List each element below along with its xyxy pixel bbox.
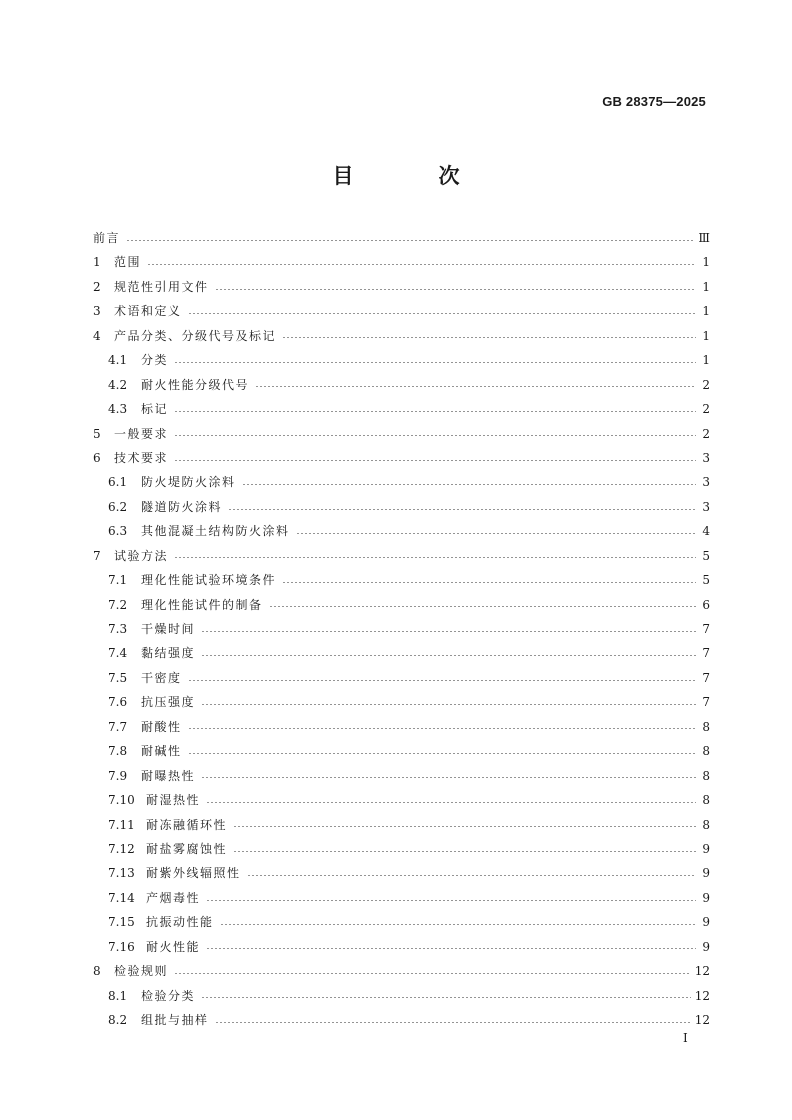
toc-entry-number: 4.2 — [108, 377, 128, 392]
toc-entry-number: 3 — [93, 304, 101, 319]
toc-entry[interactable] — [93, 299, 710, 323]
toc-entry[interactable] — [93, 910, 710, 934]
toc-entry-number: 7.8 — [108, 744, 128, 759]
toc-entry[interactable] — [93, 226, 710, 250]
toc-entry-page: 9 — [702, 866, 710, 881]
toc-entry[interactable] — [93, 373, 710, 397]
toc-entry-page: 7 — [702, 646, 710, 661]
toc-entry-label: 前言 — [93, 231, 121, 245]
toc-entry-number: 6.3 — [108, 524, 128, 539]
toc-entry-label: 耐紫外线辐照性 — [146, 866, 241, 881]
toc-entry-label: 一般要求 — [114, 426, 169, 441]
toc-entry-label: 产品分类、分级代号及标记 — [114, 328, 277, 343]
toc-entry[interactable] — [93, 250, 710, 274]
toc-entry-page: 2 — [702, 377, 710, 392]
toc-entry-number: 4.1 — [108, 353, 128, 368]
toc-entry-page: 9 — [702, 841, 710, 856]
toc-entry-number: 7.1 — [108, 573, 128, 588]
toc-entry-label: 理化性能试验环境条件 — [141, 573, 277, 588]
toc-entry-number: 7.2 — [108, 597, 128, 612]
toc-entry-number: 7.4 — [108, 646, 128, 661]
toc-entry-page: 7 — [702, 670, 710, 685]
toc-entry[interactable] — [93, 690, 710, 714]
toc-entry[interactable] — [93, 861, 710, 885]
toc-dot-leader — [220, 924, 696, 925]
toc-entry-number: 7.15 — [108, 915, 135, 930]
toc-entry-page: 5 — [702, 573, 710, 588]
toc-dot-leader — [174, 460, 696, 461]
toc-dot-leader — [201, 655, 696, 656]
toc-dot-leader — [174, 435, 696, 436]
toc-entry-page: Ⅲ — [698, 231, 710, 245]
toc-entry[interactable] — [93, 788, 710, 812]
toc-entry-page: 9 — [702, 939, 710, 954]
toc-dot-leader — [201, 704, 696, 705]
toc-entry-label: 耐火性能 — [146, 939, 201, 954]
toc-entry-number: 7.5 — [108, 670, 128, 685]
toc-entry-label: 抗振动性能 — [146, 915, 214, 930]
toc-entry-label: 耐碱性 — [141, 744, 182, 759]
toc-entry-label: 检验规则 — [114, 964, 169, 979]
standard-number: GB 28375—2025 — [602, 94, 706, 109]
toc-dot-leader — [282, 582, 696, 583]
toc-dot-leader — [188, 728, 696, 729]
toc-entry-number: 7.3 — [108, 622, 128, 636]
toc-dot-leader — [147, 264, 696, 265]
toc-dot-leader — [188, 313, 696, 314]
toc-entry[interactable] — [93, 519, 710, 543]
toc-dot-leader — [174, 557, 696, 558]
toc-entry-page: 3 — [702, 499, 710, 514]
toc-entry[interactable] — [93, 422, 710, 446]
toc-entry-page: 7 — [702, 695, 710, 710]
toc-entry-page: 4 — [702, 524, 710, 539]
toc-entry[interactable] — [93, 495, 710, 519]
toc-entry-number: 7 — [93, 548, 101, 563]
toc-entry-number: 7.10 — [108, 793, 135, 808]
toc-entry-label: 隧道防火涂料 — [141, 499, 223, 514]
toc-entry-label: 标记 — [141, 402, 169, 417]
toc-entry-label: 抗压强度 — [141, 695, 196, 710]
toc-entry-page: 1 — [702, 279, 710, 294]
toc-entry-number: 7.6 — [108, 695, 128, 710]
toc-entry-page: 8 — [702, 817, 710, 832]
toc-entry-label: 规范性引用文件 — [114, 279, 209, 294]
toc-entry-page: 7 — [702, 622, 710, 636]
toc-entry-number: 7.14 — [108, 890, 135, 905]
toc-entry-number: 7.16 — [108, 939, 135, 954]
toc-dot-leader — [201, 631, 696, 632]
toc-entry[interactable] — [93, 715, 710, 739]
toc-entry-label: 耐火性能分级代号 — [141, 377, 250, 392]
toc-entry[interactable] — [93, 348, 710, 372]
table-of-contents — [93, 226, 710, 1032]
toc-entry-page: 5 — [702, 548, 710, 563]
toc-entry-number: 7.7 — [108, 719, 128, 734]
toc-entry-page: 1 — [702, 353, 710, 368]
toc-dot-leader — [126, 240, 694, 241]
toc-entry[interactable] — [93, 568, 710, 592]
toc-entry[interactable] — [93, 324, 710, 348]
toc-dot-leader — [233, 851, 696, 852]
toc-entry-number: 6.1 — [108, 475, 128, 490]
toc-entry-number: 7.9 — [108, 768, 128, 783]
toc-entry-label: 试验方法 — [114, 548, 169, 563]
toc-entry-page: 2 — [702, 402, 710, 417]
toc-entry[interactable] — [93, 886, 710, 910]
toc-dot-leader — [215, 289, 696, 290]
toc-entry-page: 8 — [702, 793, 710, 808]
toc-dot-leader — [174, 411, 696, 412]
toc-entry[interactable] — [93, 641, 710, 665]
page-folio: I — [683, 1031, 688, 1045]
toc-entry-label: 耐湿热性 — [146, 793, 201, 808]
toc-entry-page: 12 — [694, 964, 710, 979]
toc-entry-number: 7.12 — [108, 841, 135, 856]
toc-entry-number: 5 — [93, 426, 101, 441]
toc-entry-page: 3 — [702, 475, 710, 490]
toc-dot-leader — [269, 606, 696, 607]
toc-dot-leader — [242, 484, 696, 485]
toc-entry-page: 8 — [702, 768, 710, 783]
toc-entry[interactable] — [93, 1008, 710, 1032]
toc-entry-number: 6.2 — [108, 499, 128, 514]
toc-entry[interactable] — [93, 764, 710, 788]
toc-entry[interactable] — [93, 593, 710, 617]
toc-entry[interactable] — [93, 275, 710, 299]
toc-entry-label: 范围 — [114, 255, 142, 270]
toc-entry-label: 干密度 — [141, 670, 182, 685]
toc-entry-page: 8 — [702, 744, 710, 759]
toc-dot-leader — [201, 777, 696, 778]
toc-entry-label: 检验分类 — [141, 988, 196, 1003]
toc-entry[interactable] — [93, 959, 710, 983]
toc-entry-page: 9 — [702, 890, 710, 905]
toc-entry-number: 7.13 — [108, 866, 135, 881]
toc-dot-leader — [215, 1022, 691, 1023]
toc-entry[interactable] — [93, 813, 710, 837]
toc-entry[interactable] — [93, 984, 710, 1008]
toc-entry-label: 防火堤防火涂料 — [141, 475, 236, 490]
toc-entry[interactable] — [93, 470, 710, 494]
toc-entry[interactable] — [93, 617, 710, 641]
toc-entry-page: 8 — [702, 719, 710, 734]
toc-entry-label: 组批与抽样 — [141, 1013, 209, 1027]
toc-entry-label: 术语和定义 — [114, 304, 182, 319]
toc-dot-leader — [174, 973, 691, 974]
toc-dot-leader — [296, 533, 696, 534]
toc-entry-label: 耐盐雾腐蚀性 — [146, 841, 228, 856]
toc-entry-number: 4 — [93, 328, 101, 343]
page-title: 目 次 — [332, 164, 492, 188]
toc-entry[interactable] — [93, 446, 710, 470]
toc-entry[interactable] — [93, 935, 710, 959]
toc-entry-page: 1 — [702, 304, 710, 319]
toc-entry-label: 分类 — [141, 353, 169, 368]
toc-entry-label: 耐酸性 — [141, 719, 182, 734]
toc-entry-number: 8 — [93, 964, 101, 979]
toc-dot-leader — [174, 362, 696, 363]
toc-entry[interactable] — [93, 666, 710, 690]
toc-dot-leader — [228, 509, 696, 510]
toc-entry-page: 6 — [702, 597, 710, 612]
toc-entry-page: 1 — [702, 328, 710, 343]
toc-dot-leader — [188, 753, 696, 754]
toc-entry-number: 8.1 — [108, 988, 128, 1003]
toc-entry-page: 2 — [702, 426, 710, 441]
toc-entry-page: 12 — [694, 988, 710, 1003]
toc-entry[interactable] — [93, 544, 710, 568]
toc-entry[interactable] — [93, 739, 710, 763]
toc-entry-number: 2 — [93, 279, 101, 294]
toc-entry-label: 理化性能试件的制备 — [141, 597, 263, 612]
toc-entry[interactable] — [93, 837, 710, 861]
toc-entry-page: 1 — [702, 255, 710, 270]
toc-entry-number: 7.11 — [108, 817, 135, 832]
toc-entry-label: 耐曝热性 — [141, 768, 196, 783]
toc-entry-number: 1 — [93, 255, 101, 270]
toc-dot-leader — [233, 826, 696, 827]
toc-entry-page: 3 — [702, 450, 710, 465]
toc-entry-label: 耐冻融循环性 — [146, 817, 228, 832]
toc-entry-page: 12 — [694, 1013, 710, 1027]
toc-entry-label: 技术要求 — [114, 450, 169, 465]
toc-dot-leader — [206, 948, 696, 949]
toc-entry-number: 6 — [93, 450, 101, 465]
toc-entry-number: 8.2 — [108, 1013, 128, 1027]
toc-dot-leader — [188, 680, 696, 681]
toc-entry-label: 干燥时间 — [141, 622, 196, 636]
toc-dot-leader — [255, 386, 696, 387]
toc-entry[interactable] — [93, 397, 710, 421]
toc-dot-leader — [206, 802, 696, 803]
toc-entry-number: 4.3 — [108, 402, 128, 417]
toc-entry-page: 9 — [702, 915, 710, 930]
toc-entry-label: 黏结强度 — [141, 646, 196, 661]
toc-entry-label: 产烟毒性 — [146, 890, 201, 905]
toc-entry-label: 其他混凝土结构防火涂料 — [141, 524, 290, 539]
toc-dot-leader — [206, 900, 696, 901]
toc-dot-leader — [201, 997, 691, 998]
toc-dot-leader — [282, 337, 696, 338]
toc-dot-leader — [247, 875, 696, 876]
